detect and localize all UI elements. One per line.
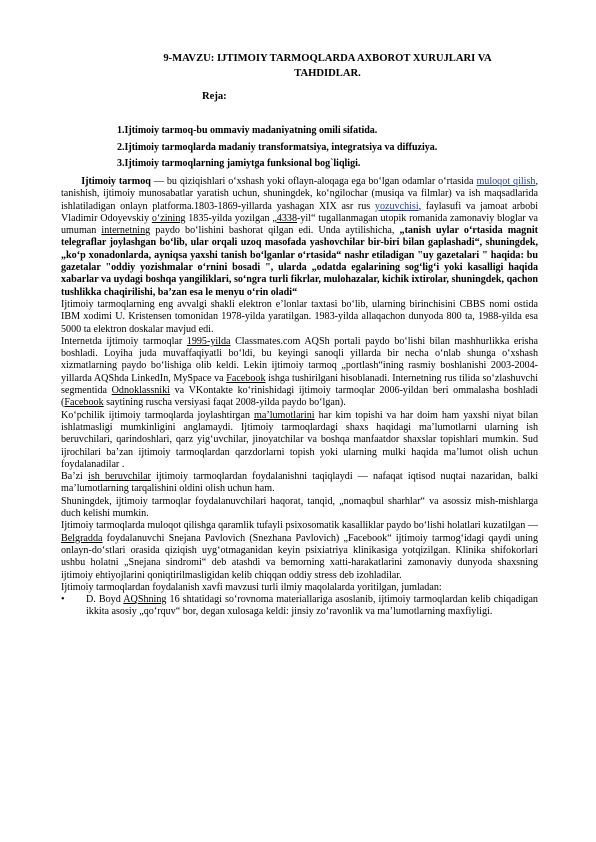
link-aqshning[interactable]: AQShning — [123, 594, 167, 606]
paragraph-definition — [61, 176, 538, 299]
plan-item-3: 3.Ijtimoiy tarmoqlarning jamiytga funksional bog`liqligi. — [117, 158, 361, 169]
list-item-text: D. Boyd — [86, 594, 124, 606]
paragraph-research: Ijtimoiy tarmoqlardan foydalanish xavfi mavzusi turli ilmiy maqolalarda yoritilgan, jumladan: — [61, 581, 442, 593]
paragraph-text: Ko‘pchilik ijtimoiy tarmoqlarda joylashtirgan — [61, 409, 255, 421]
link-4338[interactable]: „4338 — [272, 212, 297, 224]
list-item-text: 16 shtatidagi so‘rovnoma materiallariga asoslanib, ijtimoiy tarmoqlardan kelib chiqadigan ikkita asosiy „qo‘rquv“ bor, degan xulosaga keldi: jinsiy zo‘ravonlik va ma’lumotlarning maxfiyligi. — [86, 594, 538, 618]
paragraph-criticism: Shuningdek, ijtimoiy tarmoqlar foydalanuvchilari haqorat, tanqid, „nomaqbul sharhlar“ va asossiz mish-mishlarga duch kelishi mumkin. — [61, 495, 538, 520]
link-belgradda[interactable]: Belgradda — [61, 532, 103, 544]
paragraph-addiction — [61, 520, 538, 581]
document-body — [61, 176, 538, 619]
paragraph-text: , faylasufi va jamoat arbobi Vladimir Odoyevskiy — [61, 200, 538, 224]
paragraph-text: — bu qiziqishlari o‘xshash yoki oflayn-aloqaga ega bo‘lgan odamlar o‘rtasida — [150, 176, 477, 187]
paragraph-privacy — [61, 410, 538, 471]
paragraph-text: Classmates.com AQSh portali paydo bo‘lishi bilan mashhurlikka erisha boshladi. Loyiha juda muvaffaqiyatli bo‘ldi, bu keyingi sanoqli yillarda bir necha o‘nlab shunga o‘xshash xizmatlarning paydo bo‘lishiga olib keldi. Lekin ijtimoiy tarmoq „portlash“ining rasmiy boshlanishi 2003-2004-yillarda AQShda LinkedIn, MySpace va — [61, 335, 539, 384]
paragraph-employers — [61, 471, 538, 496]
title-line-2: TAHDIDLAR. — [294, 68, 361, 79]
plan-item-1: 1.Ijtimoiy tarmoq-bu ommaviy madaniyatning omili sifatida. — [117, 125, 378, 136]
paragraph-text: Internetda ijtimoiy tarmoqlar — [61, 335, 187, 347]
link-facebook[interactable]: Facebook — [226, 372, 266, 384]
link-ish-beruvchilar[interactable]: ish beruvchilar — [88, 471, 151, 483]
link-odnoklassniki[interactable]: Odnoklassniki — [111, 385, 170, 397]
link-muloqot[interactable]: muloqot qilish — [476, 176, 536, 187]
paragraph-text: foydalanuvchi Snejana Pavlovich (Snezhana Pavlovich) „Facebook“ ijtimoiy tarmog‘idagi qaydi uning onlayn-do‘stlari orasida qiziqish uyg‘otmaganidan keyin psixiatriya klinikasiga yotqizilgan. Klinika shifokorlari ushbu holatni „Snejana sindromi“ deb atashdi va bemorning xatti-harakatlarini zamonaviy dunyoda shaxsning ijtimoiy ehtiyojlarini qoniqtirilmasligidan kelib chiqqan oddiy stress deb izohladilar. — [61, 532, 538, 581]
plan-list — [117, 123, 557, 173]
plan-heading: Reja: — [202, 91, 227, 102]
quote-bold: „tanish uylar o‘rtasida magnit telegraflar joylashgan bo‘lib, ular orqali uzoq masofada yashovchilar bir-biri bilan gaplashadi“, shuningdek, „ko‘p xonadonlarda, ayniqsa yaxshi tanish bo‘lganlar o‘rtasida“ nashr etiladigan "uy gazetalari " haqida: bu gazetalar "oddiy yozishmalar o‘rnini bosadi ", ularda „odatda egalarining sog‘lig‘i yoki kasalligi haqida xabarlar va uydagi boshqa yangiliklari, so‘ngra turli fikrlar, mulohazalar, kichik ixtirolar, shuningdek, qachon tushlikka chaqirilishi, ba’zan esa le menyu o‘rin oladi“ — [61, 225, 538, 298]
paragraph-internet — [61, 336, 538, 410]
paragraph-text: paydo bo‘lishini bashorat qilgan edi. Unda aytilishicha, — [150, 225, 400, 237]
research-list — [61, 594, 538, 619]
plan-item-2: 2.Ijtimoiy tarmoqlarda madaniy transformatsiya, integratsiya va diffuziya. — [117, 141, 438, 153]
page-title — [100, 51, 555, 81]
paragraph-text: ishga tushirilgani hisoblanadi. Internetning rus tilida so‘zlashuvchi segmentida — [61, 372, 539, 397]
link-malumotlarini[interactable]: ma’lumotlarini — [254, 409, 315, 421]
paragraph-text: Ijtimoiy tarmoqlarda muloqot qilishga qaramlik tufayli psixosomatik kasalliklar paydo bo‘lishi holatlari kuzatilgan — — [61, 520, 538, 532]
link-ozining[interactable]: o‘zining — [151, 212, 186, 224]
list-item — [61, 594, 538, 619]
paragraph-history: Ijtimoiy tarmoqlarning eng avvalgi shakli elektron e’lonlar taxtasi bo‘lib, ularning birinchisini CBBS nomi ostida IBM xodimi U. Kristensen tomonidan 1978-yilda yaratilgan. 1983-yilda allaqachon dunyoda 800 ta, 1988-yilda esa 5000 ta elektron doskalar mavjud edi. — [61, 298, 538, 335]
bullet-icon: • — [61, 594, 65, 606]
paragraph-text: va VKontakte ko‘rinishidagi ijtimoiy tarmoqlar 2006-yildan beri ommalasha boshladi ( — [61, 385, 538, 409]
paragraph-text: 1835-yilda yozilgan — [185, 212, 273, 224]
link-yozuvchisi[interactable]: yozuvchisi — [374, 200, 419, 212]
title-line-1: 9-MAVZU: IJTIMOIY TARMOQLARDA AXBOROT XURUJLARI VA — [163, 53, 492, 64]
paragraph-text: , tanishish, ijtimoiy munosabatlar yaratish uchun, shuningdek, ko‘ngilochar (musiqa va filmlar) va ish maqsadlarida ishlatiladigan onlayn platforma.1803-1869-yillarda yashagan XIX asr rus — [61, 176, 538, 212]
paragraph-text: har kim topishi va har doim ham yaxshi niyat bilan ishlatmasligi mumkinligini anglamaydi. Ijtimoiy tarmoqlardagi shaxs haqidagi ma’lumotlarni ularning ish beruvchilari, qarindoshlari, qarz yig‘uvchilar, jinoyatchilar va boshqa manfaatdor shaxslar topishlari mumkin. Sud ijrochilari ba’zan ijtimoiy tarmoqlardan qarzdorlarni topish yoki ularning mulki haqida ma’lumot olish uchun foydalanadilar . — [61, 409, 538, 470]
link-1995[interactable]: 1995-yilda — [186, 335, 231, 347]
paragraph-text: saytining ruscha versiyasi faqat 2008-yilda paydo bo‘lgan). — [103, 397, 346, 409]
paragraph-text: -yil“ tugallanmagan utopik romanida zamonaviy bloglar va umuman — [61, 212, 538, 237]
paragraph-text: Ba’zi — [61, 471, 89, 483]
paragraph-text: ijtimoiy tarmoqlardan foydalanishni taqiqlaydi — nafaqat iqtisod nuqtai nazaridan, balki ma’lumotlarning tarqalishini oldini olish uchun ham. — [61, 471, 538, 495]
link-facebook-2[interactable]: Facebook — [64, 397, 104, 409]
term-social-network: Ijtimoiy tarmoq — [81, 176, 151, 187]
link-internetning[interactable]: internetning — [101, 225, 151, 237]
